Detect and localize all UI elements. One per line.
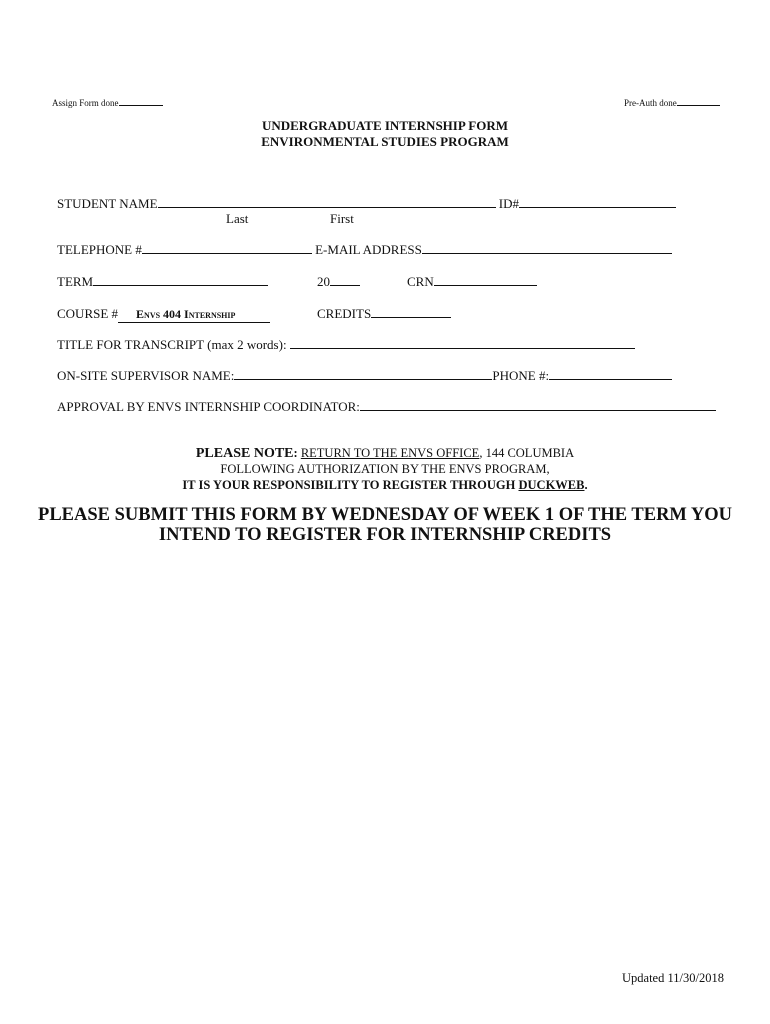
updated-date: Updated 11/30/2018 [622, 971, 724, 985]
approval-field[interactable] [360, 399, 716, 411]
phone-label: PHONE #: [492, 368, 550, 383]
duckweb-link[interactable]: DUCKWEB [518, 478, 585, 492]
id-field[interactable] [519, 196, 676, 208]
please-note-colon: : [293, 446, 298, 460]
return-office-text: RETURN TO THE ENVS OFFICE [300, 446, 480, 460]
credits-label: CREDITS [317, 306, 372, 321]
year-prefix: 20 [317, 274, 330, 289]
please-note-line2: FOLLOWING AUTHORIZATION BY THE ENVS PROGRAM, [220, 462, 550, 476]
credits-field[interactable] [371, 306, 451, 318]
year-field[interactable] [330, 274, 360, 286]
please-note-label: PLEASE NOTE [195, 446, 294, 461]
preauth-line[interactable] [677, 97, 720, 106]
assign-form-done [52, 97, 163, 108]
supervisor-label: ON-SITE SUPERVISOR NAME: [57, 368, 235, 383]
term-label: TERM [57, 274, 94, 289]
form-title: UNDERGRADUATE INTERNSHIP FORM [261, 118, 509, 133]
crn-row [407, 274, 537, 290]
phone-field[interactable] [549, 368, 672, 380]
please-note-line1 [0, 446, 770, 462]
responsibility-text: IT IS YOUR RESPONSIBILITY TO REGISTER THROUGH [182, 478, 519, 492]
email-label: E-MAIL ADDRESS [315, 242, 422, 257]
program-title: ENVIRONMENTAL STUDIES PROGRAM [261, 134, 509, 149]
student-name-label: STUDENT NAME [57, 196, 158, 211]
course-value: Envs 404 Internship [136, 307, 236, 321]
office-location: , 144 COLUMBIA [479, 446, 575, 460]
transcript-field[interactable] [290, 337, 635, 349]
preauth-label: Pre-Auth done [624, 98, 677, 108]
approval-row [57, 399, 716, 415]
crn-field[interactable] [434, 274, 537, 286]
preauth-done [624, 97, 720, 108]
email-field[interactable] [422, 242, 672, 254]
assign-form-label: Assign Form done [52, 98, 119, 108]
student-name-row [57, 196, 676, 212]
term-row [57, 274, 268, 290]
first-caption: First [330, 211, 354, 226]
assign-form-line[interactable] [119, 97, 163, 106]
course-row [57, 306, 270, 323]
telephone-row [57, 242, 672, 258]
last-caption: Last [226, 211, 249, 226]
approval-label: APPROVAL BY ENVS INTERNSHIP COORDINATOR: [57, 399, 360, 414]
course-label: COURSE # [57, 306, 119, 321]
transcript-label: TITLE FOR TRANSCRIPT (max 2 words): [57, 337, 287, 352]
supervisor-row [57, 368, 672, 384]
please-note-line3 [0, 478, 770, 493]
telephone-label: TELEPHONE # [57, 242, 142, 257]
deadline-line2: INTEND TO REGISTER FOR INTERNSHIP CREDITS [158, 525, 612, 545]
telephone-field[interactable] [142, 242, 312, 254]
crn-label: CRN [407, 274, 434, 289]
course-field[interactable] [118, 307, 270, 323]
credits-row [317, 306, 451, 322]
deadline-line1: PLEASE SUBMIT THIS FORM BY WEDNESDAY OF WEEK 1 OF THE TERM YOU [38, 505, 732, 525]
period: . [584, 478, 588, 492]
supervisor-field[interactable] [234, 368, 492, 380]
term-field[interactable] [93, 274, 268, 286]
student-name-field[interactable] [158, 196, 496, 208]
id-label: ID# [498, 196, 519, 211]
transcript-row [57, 337, 635, 353]
year-row [317, 274, 360, 290]
